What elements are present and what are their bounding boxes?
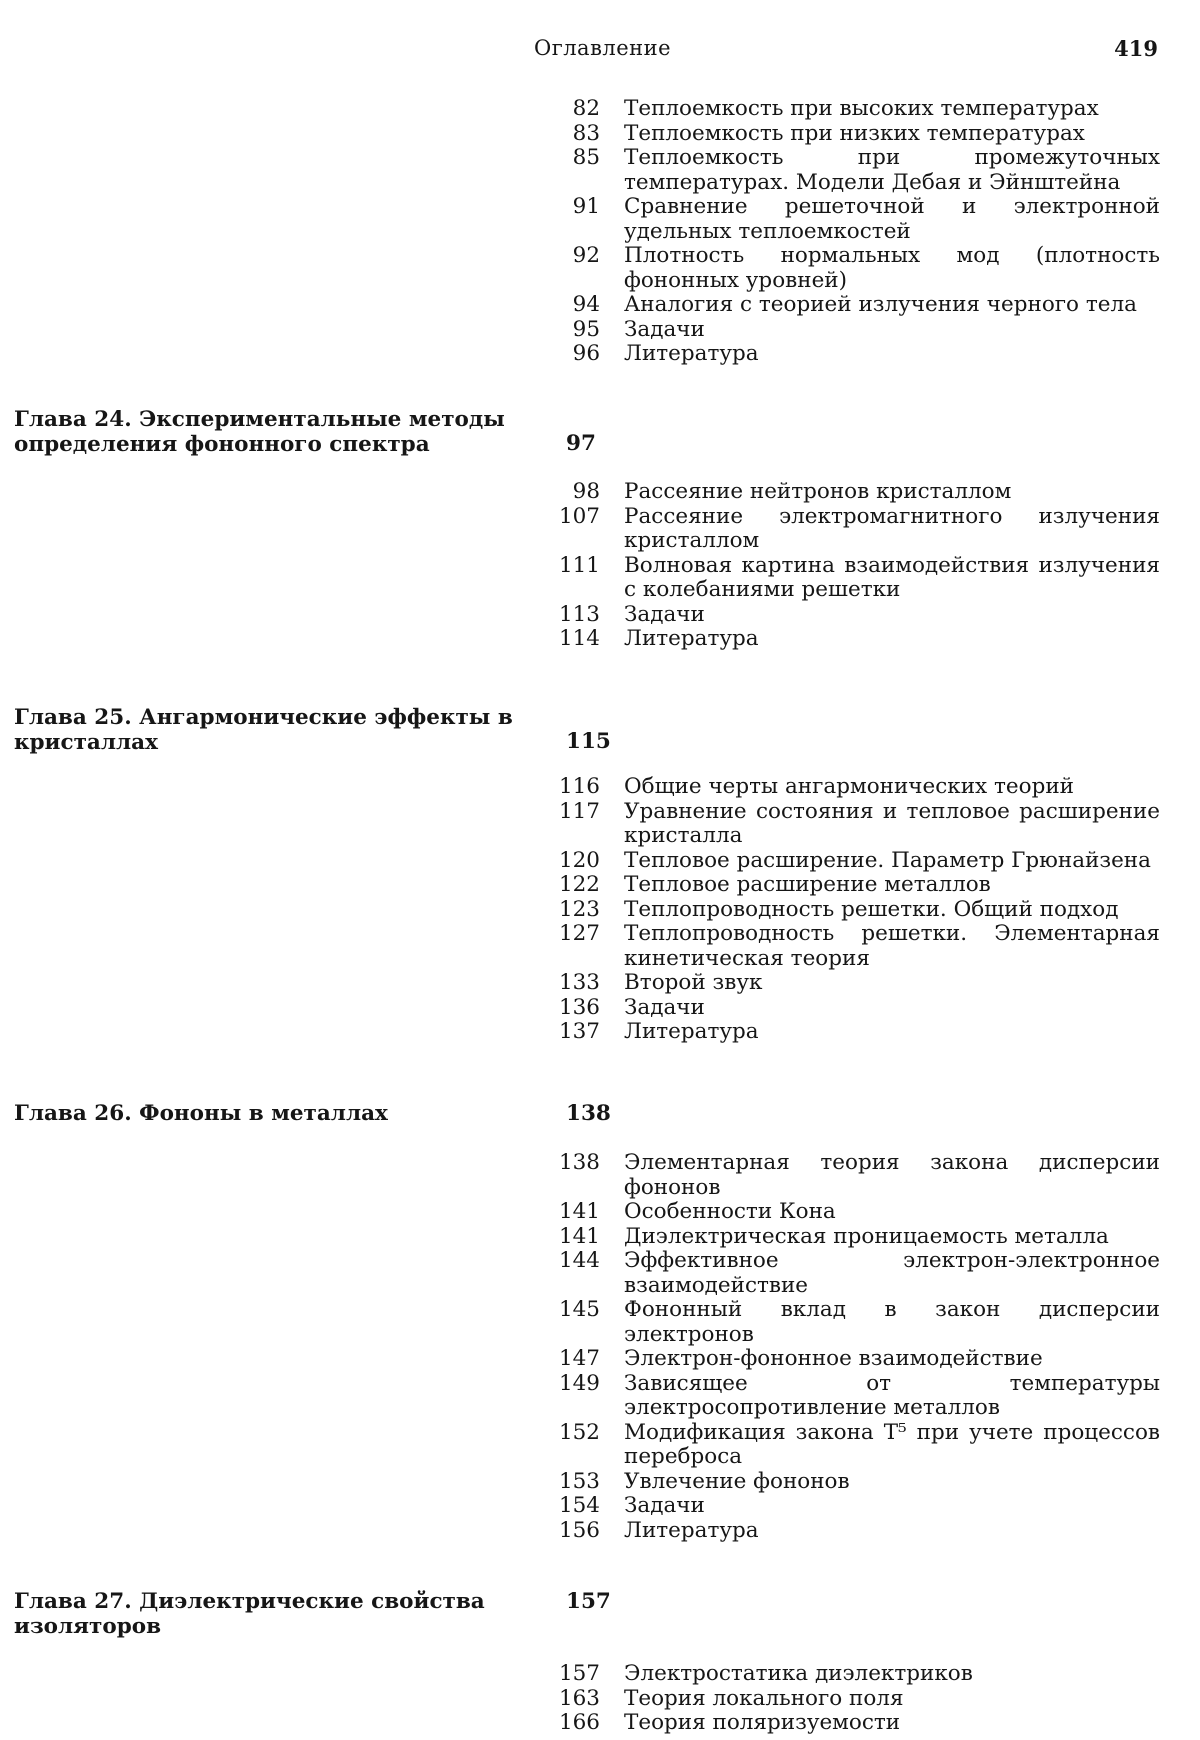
- toc-entry: [0, 800, 1200, 849]
- toc-entry: [0, 1711, 1200, 1736]
- toc-title: Задачи: [624, 1493, 705, 1518]
- toc-page: 127: [558, 921, 600, 946]
- toc-title: Тепловое расширение металлов: [624, 872, 991, 897]
- toc-page: 141: [558, 1223, 600, 1249]
- toc-title: Рассеяние нейтронов кристаллом: [624, 479, 1012, 504]
- toc-title: Сравнение решеточной и электронной удельных теплоемкостей: [624, 194, 1160, 244]
- toc-title: Эффективное электрон-электронное взаимодействие: [624, 1248, 1160, 1298]
- toc-page: 83: [572, 120, 600, 146]
- chapter-title: Глава 26. Фононы в металлах: [14, 1101, 388, 1126]
- toc-title: Теплоемкость при промежуточных температурах. Модели Дебая и Эйнштейна: [624, 145, 1160, 195]
- toc-page: 94: [572, 292, 600, 317]
- chapter-page: 115: [566, 729, 611, 754]
- toc-entry: [0, 1225, 1200, 1250]
- toc-entry: [0, 195, 1200, 244]
- chapter-page: 97: [566, 431, 596, 456]
- chapter-page: 157: [566, 1589, 611, 1614]
- chapter-title: Глава 24. Экспериментальные методы определения фононного спектра: [14, 407, 505, 457]
- toc-entry: [0, 1519, 1200, 1544]
- toc-title: Тепловое расширение. Параметр Грюнайзена: [624, 847, 1151, 873]
- toc-title: Теория локального поля: [624, 1685, 904, 1711]
- toc-page: 149: [558, 1370, 600, 1396]
- toc-entry: [0, 1421, 1200, 1470]
- toc-page: 145: [558, 1297, 600, 1322]
- toc-title: Задачи: [624, 994, 705, 1020]
- toc-title: Диэлектрическая проницаемость металла: [624, 1223, 1109, 1249]
- toc-title: Электростатика диэлектриков: [624, 1661, 973, 1686]
- toc-entry: [0, 922, 1200, 971]
- toc-title: Теплопроводность решетки. Общий подход: [624, 896, 1119, 922]
- toc-title: Особенности Кона: [624, 1199, 836, 1224]
- toc-title: Теплоемкость при высоких температурах: [624, 96, 1099, 121]
- toc-title: Теория поляризуемости: [624, 1710, 901, 1735]
- toc-page: 95: [572, 316, 600, 342]
- toc-page: 116: [558, 774, 600, 799]
- toc-title: Плотность нормальных мод (плотность фононных уровней): [624, 243, 1160, 293]
- toc-title: Второй звук: [624, 970, 763, 995]
- toc-title: Литература: [624, 1517, 759, 1543]
- toc-entry: [0, 293, 1200, 318]
- toc-page: 111: [558, 552, 600, 578]
- page-number: 419: [1114, 36, 1158, 61]
- toc-page: 82: [572, 96, 600, 121]
- toc-entry: [0, 1687, 1200, 1712]
- toc-entry: [0, 1470, 1200, 1495]
- toc-entry: [0, 146, 1200, 195]
- toc-entry: [0, 554, 1200, 603]
- toc-page: 113: [558, 601, 600, 627]
- toc-title: Зависящее от температуры электросопротивление металлов: [624, 1370, 1160, 1420]
- section-list-ch23: [0, 97, 1200, 367]
- toc-page: 117: [558, 798, 600, 824]
- toc-title: Литература: [624, 1019, 759, 1044]
- running-title: Оглавление: [534, 36, 672, 60]
- toc-title: Задачи: [624, 601, 705, 627]
- toc-entry: [0, 1662, 1200, 1687]
- toc-entry: [0, 342, 1200, 367]
- toc-title: Увлечение фононов: [624, 1468, 850, 1494]
- toc-entry: [0, 775, 1200, 800]
- toc-entry: [0, 480, 1200, 505]
- toc-entry: [0, 873, 1200, 898]
- toc-page: 133: [558, 970, 600, 995]
- toc-entry: [0, 996, 1200, 1021]
- chapter-title: Глава 27. Диэлектрические свойства изоляторов: [14, 1589, 485, 1639]
- toc-page: 153: [558, 1468, 600, 1494]
- toc-page: 144: [558, 1248, 600, 1273]
- toc-page: 91: [572, 194, 600, 219]
- toc-entry: [0, 97, 1200, 122]
- toc-title: Волновая картина взаимодействия излучения с колебаниями решетки: [624, 552, 1160, 602]
- toc-entry: [0, 122, 1200, 147]
- toc-entry: [0, 1298, 1200, 1347]
- toc-entry: [0, 898, 1200, 923]
- toc-page: 163: [558, 1685, 600, 1711]
- toc-entry: [0, 318, 1200, 343]
- section-list-ch24: [0, 480, 1200, 652]
- toc-title: Теплоемкость при низких температурах: [624, 120, 1085, 146]
- toc-page: 138: [558, 1150, 600, 1175]
- toc-page: 157: [558, 1661, 600, 1686]
- running-head: [0, 36, 1200, 66]
- toc-entry: [0, 1494, 1200, 1519]
- toc-entry: [0, 849, 1200, 874]
- toc-entry: [0, 971, 1200, 996]
- toc-title: Аналогия с теорией излучения черного тела: [624, 292, 1137, 317]
- toc-page: 137: [558, 1019, 600, 1044]
- toc-entry: [0, 1249, 1200, 1298]
- toc-page: 123: [558, 896, 600, 922]
- toc-entry: [0, 1372, 1200, 1421]
- toc-entry: [0, 603, 1200, 628]
- chapter-title: Глава 25. Ангармонические эффекты в кристаллах: [14, 705, 513, 755]
- toc-entry: [0, 1347, 1200, 1372]
- toc-title: Уравнение состояния и тепловое расширение кристалла: [624, 798, 1160, 848]
- toc-title: Теплопроводность решетки. Элементарная кинетическая теория: [624, 921, 1160, 971]
- toc-page: 166: [558, 1710, 600, 1735]
- toc-title: Литература: [624, 341, 759, 366]
- toc-page: 92: [572, 243, 600, 268]
- toc-title: Элементарная теория закона дисперсии фононов: [624, 1150, 1160, 1200]
- toc-page: 107: [558, 503, 600, 529]
- toc-entry: [0, 1200, 1200, 1225]
- toc-title: Модификация закона T⁵ при учете процессов переброса: [624, 1419, 1160, 1469]
- toc-page: 147: [558, 1346, 600, 1371]
- toc-title: Общие черты ангармонических теорий: [624, 774, 1074, 799]
- toc-page: 122: [558, 872, 600, 897]
- toc-page: 154: [558, 1493, 600, 1518]
- toc-page: 156: [558, 1517, 600, 1543]
- toc-page: 141: [558, 1199, 600, 1224]
- section-list-ch27: [0, 1662, 1200, 1736]
- toc-entry: [0, 1020, 1200, 1045]
- toc-title: Рассеяние электромагнитного излучения кристаллом: [624, 503, 1160, 553]
- toc-page: 136: [558, 994, 600, 1020]
- toc-page: 98: [572, 479, 600, 504]
- toc-entry: [0, 505, 1200, 554]
- toc-page: 152: [558, 1419, 600, 1445]
- toc-title: Электрон-фононное взаимодействие: [624, 1346, 1043, 1371]
- section-list-ch26: [0, 1151, 1200, 1543]
- toc-page: 114: [558, 626, 600, 651]
- chapter-page: 138: [566, 1101, 611, 1126]
- toc-page: 96: [572, 341, 600, 366]
- toc-title: Литература: [624, 626, 759, 651]
- toc-entry: [0, 627, 1200, 652]
- toc-page: 85: [572, 145, 600, 170]
- toc-entry: [0, 1151, 1200, 1200]
- toc-title: Задачи: [624, 316, 705, 342]
- toc-page: 120: [558, 847, 600, 873]
- toc-title: Фононный вклад в закон дисперсии электронов: [624, 1297, 1160, 1347]
- toc-entry: [0, 244, 1200, 293]
- section-list-ch25: [0, 775, 1200, 1045]
